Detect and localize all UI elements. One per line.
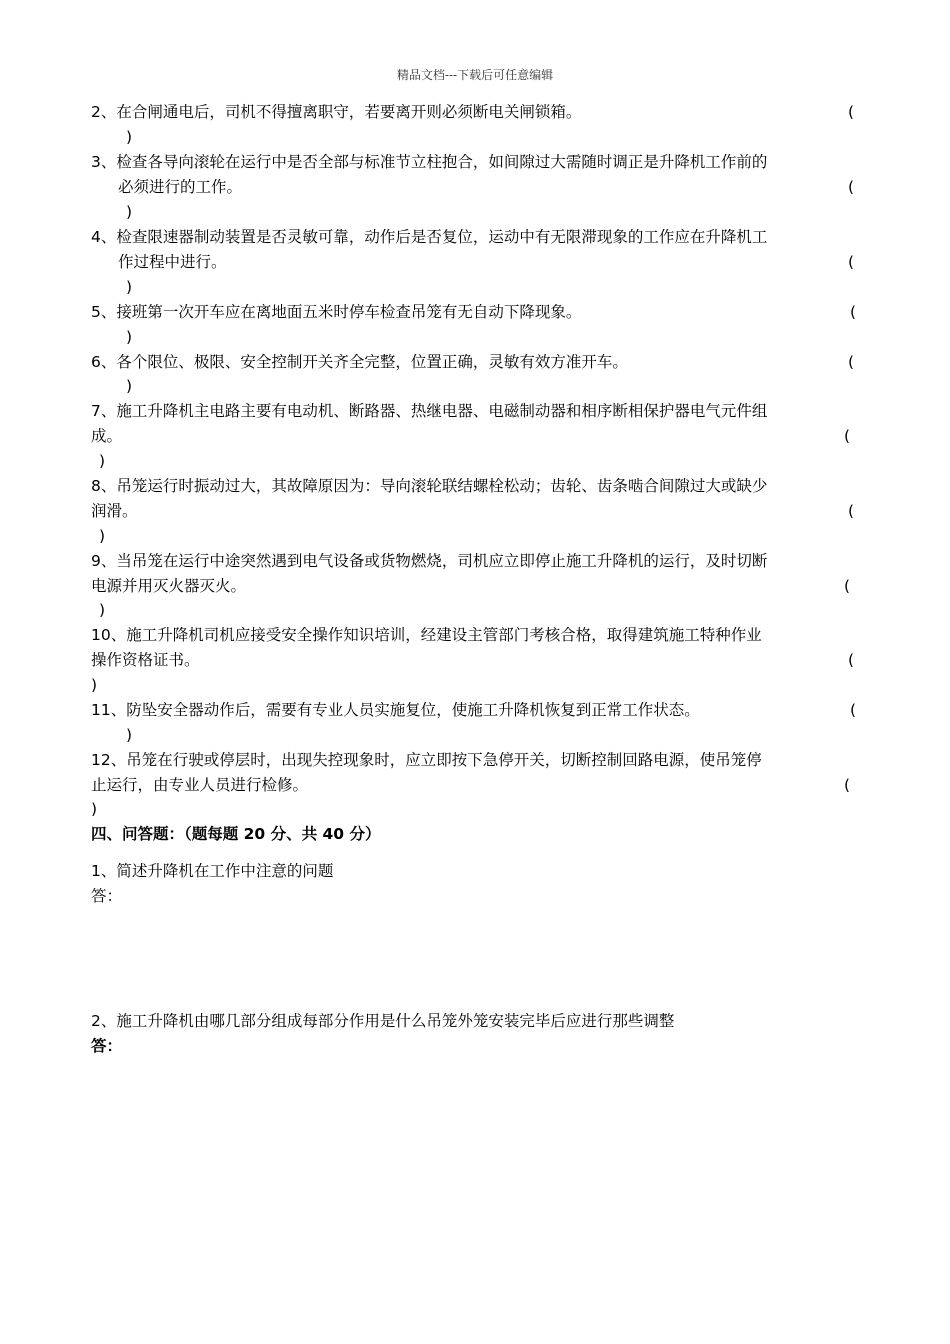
tf-item-3-line-2: 必须进行的工作。	[118, 178, 243, 196]
page-header: 精品文档---下载后可任意编辑	[396, 68, 554, 82]
tf-item-12-line-1: 12、吊笼在行驶或停层时，出现失控现象时，应立即按下急停开关，切断控制回路电源，使吊笼停	[91, 751, 762, 769]
tf-item-7-line-1: 7、施工升降机主电路主要有电动机、断路器、热继电器、电磁制动器和相序断相保护器电气元件组	[91, 402, 768, 420]
tf-item-5-open-bracket: (	[850, 303, 857, 321]
tf-item-11-open-bracket: (	[850, 701, 857, 719]
tf-item-2-line-1: 2、在合闸通电后，司机不得擅离职守，若要离开则必须断电关闸锁箱。	[91, 103, 582, 121]
tf-item-4-open-bracket: (	[848, 253, 855, 271]
tf-item-2-close-bracket: )	[126, 128, 133, 146]
tf-item-8-open-bracket: (	[848, 502, 855, 520]
tf-item-9-line-1: 9、当吊笼在运行中途突然遇到电气设备或货物燃烧，司机应立即停止施工升降机的运行，及时切断	[91, 552, 768, 570]
tf-item-12-close-bracket: )	[91, 800, 98, 818]
tf-item-9-open-bracket: (	[844, 577, 851, 595]
tf-item-3-line-1: 3、检查各导向滚轮在运行中是否全部与标准节立柱抱合，如间隙过大需随时调正是升降机工作前的	[91, 153, 768, 171]
tf-item-8-close-bracket: )	[99, 527, 106, 545]
tf-item-7-line-2: 成。	[91, 427, 123, 445]
tf-item-4-line-2: 作过程中进行。	[118, 253, 227, 271]
tf-item-10-open-bracket: (	[848, 651, 855, 669]
qa-2-answer-label: 答：	[91, 1037, 123, 1055]
tf-item-5-line-1: 5、接班第一次开车应在离地面五米时停车检查吊笼有无自动下降现象。	[91, 303, 582, 321]
tf-item-6-close-bracket: )	[126, 377, 133, 395]
tf-item-9-close-bracket: )	[99, 601, 106, 619]
tf-item-12-line-2: 止运行，由专业人员进行检修。	[91, 776, 309, 794]
qa-2-question: 2、施工升降机由哪几部分组成每部分作用是什么吊笼外笼安装完毕后应进行那些调整	[91, 1012, 675, 1030]
tf-item-3-close-bracket: )	[126, 203, 133, 221]
tf-item-4-line-1: 4、检查限速器制动装置是否灵敏可靠，动作后是否复位，运动中有无限滞现象的工作应在升降机工	[91, 228, 768, 246]
tf-item-10-line-1: 10、施工升降机司机应接受安全操作知识培训，经建设主管部门考核合格，取得建筑施工特种作业	[91, 626, 762, 644]
tf-item-9-line-2: 电源并用灭火器灭火。	[91, 577, 247, 595]
tf-item-6-line-1: 6、各个限位、极限、安全控制开关齐全完整，位置正确，灵敏有效方准开车。	[91, 353, 628, 371]
section-4-title: 四、问答题：（题每题 20 分、共 40 分）	[91, 825, 381, 843]
tf-item-10-line-2: 操作资格证书。	[91, 651, 200, 669]
tf-item-4-close-bracket: )	[126, 278, 133, 296]
tf-item-8-line-2: 润滑。	[91, 502, 138, 520]
tf-item-5-close-bracket: )	[126, 328, 133, 346]
tf-item-3-open-bracket: (	[848, 178, 855, 196]
tf-item-8-line-1: 8、吊笼运行时振动过大，其故障原因为：导向滚轮联结螺栓松动；齿轮、齿条啮合间隙过大或缺少	[91, 477, 768, 495]
qa-1-answer-label: 答：	[91, 887, 123, 905]
tf-item-11-line-1: 11、防坠安全器动作后，需要有专业人员实施复位，使施工升降机恢复到正常工作状态。	[91, 701, 700, 719]
tf-item-10-close-bracket: )	[91, 676, 98, 694]
tf-item-11-close-bracket: )	[126, 726, 133, 744]
tf-item-7-close-bracket: )	[99, 452, 106, 470]
tf-item-6-open-bracket: (	[848, 353, 855, 371]
tf-item-2-open-bracket: (	[848, 103, 855, 121]
qa-1-question: 1、简述升降机在工作中注意的问题	[91, 862, 334, 880]
tf-item-7-open-bracket: (	[844, 427, 851, 445]
tf-item-12-open-bracket: (	[844, 776, 851, 794]
